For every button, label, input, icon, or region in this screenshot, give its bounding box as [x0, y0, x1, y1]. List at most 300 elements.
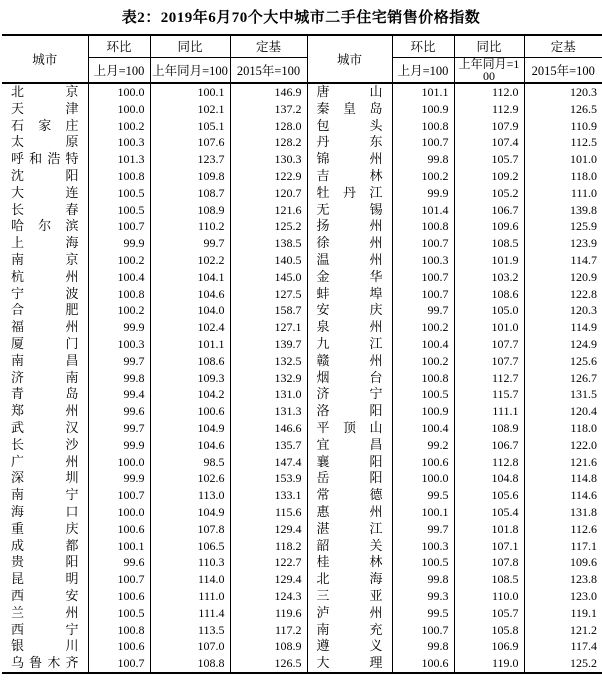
yoy-value-cell: 102.1	[150, 101, 230, 118]
fixed-value-cell: 131.3	[230, 403, 307, 420]
yoy-value-cell: 101.8	[454, 521, 524, 538]
mom-value-cell: 99.8	[392, 571, 454, 588]
yoy-value-cell: 99.7	[150, 235, 230, 252]
fixed-value-cell: 127.1	[230, 319, 307, 336]
yoy-value-cell: 119.0	[454, 655, 524, 673]
mom-value-cell: 99.8	[392, 638, 454, 655]
fixed-value-cell: 124.3	[230, 588, 307, 605]
mom-value-cell: 100.1	[88, 538, 150, 555]
yoy-value-cell: 107.6	[150, 134, 230, 151]
header-fixed-right: 定基	[524, 35, 602, 57]
yoy-value-cell: 105.8	[454, 622, 524, 639]
city-cell: 南京	[2, 252, 88, 269]
fixed-value-cell: 114.6	[570, 488, 597, 503]
city-cell: 蚌埠	[307, 286, 392, 303]
mom-value-cell: 100.7	[88, 487, 150, 504]
fixed-value-cell: 118.0	[570, 420, 597, 435]
table-row	[2, 83, 602, 101]
fixed-value-cell: 138.5	[230, 235, 307, 252]
price-index-table	[2, 34, 602, 674]
yoy-value-cell: 114.0	[150, 571, 230, 588]
fixed-value-cell: 120.3	[570, 303, 597, 318]
city-cell: 兰州	[2, 605, 88, 622]
yoy-value-cell: 108.6	[150, 353, 230, 370]
yoy-value-cell: 108.5	[454, 235, 524, 252]
mom-value-cell: 100.3	[392, 538, 454, 555]
fixed-value-cell: 117.2	[230, 622, 307, 639]
city-cell: 上海	[2, 235, 88, 252]
mom-value-cell: 101.4	[392, 202, 454, 219]
city-cell: 秦皇岛	[307, 101, 392, 118]
mom-value-cell: 100.6	[392, 454, 454, 471]
yoy-value-cell: 106.7	[454, 202, 524, 219]
mom-value-cell: 99.5	[392, 605, 454, 622]
city-cell: 北京	[2, 83, 88, 101]
mom-value-cell: 99.6	[88, 403, 150, 420]
fixed-value-cell: 117.4	[570, 639, 597, 654]
city-cell: 安庆	[307, 302, 392, 319]
table-row	[2, 185, 602, 202]
table-row	[2, 622, 602, 639]
mom-value-cell: 99.7	[88, 420, 150, 437]
fixed-value-cell: 120.9	[570, 269, 597, 284]
header-fixed-left: 定基	[230, 35, 307, 57]
yoy-value-cell: 107.4	[454, 134, 524, 151]
table-row	[2, 470, 602, 487]
fixed-value-cell: 125.2	[570, 656, 597, 671]
fixed-value-cell: 121.6	[570, 454, 597, 469]
city-cell: 厦门	[2, 336, 88, 353]
city-cell: 福州	[2, 319, 88, 336]
mom-value-cell: 100.8	[392, 118, 454, 135]
fixed-value-cell: 132.5	[230, 353, 307, 370]
yoy-value-cell: 105.6	[454, 487, 524, 504]
table-row	[2, 319, 602, 336]
yoy-value-cell: 102.2	[150, 252, 230, 269]
city-cell: 天津	[2, 101, 88, 118]
table-header	[2, 35, 602, 83]
header-yoy-base-right: 上年同月=100	[454, 57, 524, 83]
city-cell: 武汉	[2, 420, 88, 437]
table-row	[2, 302, 602, 319]
yoy-value-cell: 108.7	[150, 185, 230, 202]
city-cell: 深圳	[2, 470, 88, 487]
mom-value-cell: 100.4	[392, 336, 454, 353]
table-row	[2, 118, 602, 135]
fixed-value-cell: 131.8	[570, 504, 597, 519]
fixed-value-cell: 108.9	[230, 638, 307, 655]
yoy-value-cell: 107.9	[454, 118, 524, 135]
fixed-value-cell: 153.9	[230, 470, 307, 487]
table-row	[2, 403, 602, 420]
fixed-value-cell: 122.9	[230, 168, 307, 185]
table-row	[2, 420, 602, 437]
mom-value-cell: 100.8	[392, 370, 454, 387]
yoy-value-cell: 110.3	[150, 554, 230, 571]
fixed-value-cell: 129.4	[230, 521, 307, 538]
city-cell: 宜昌	[307, 437, 392, 454]
yoy-value-cell: 113.0	[150, 487, 230, 504]
yoy-value-cell: 104.9	[150, 504, 230, 521]
page-title: 表2：2019年6月70个大中城市二手住宅销售价格指数	[121, 10, 481, 26]
fixed-value-cell: 129.4	[230, 571, 307, 588]
city-cell: 南充	[307, 622, 392, 639]
fixed-value-cell: 120.7	[230, 185, 307, 202]
yoy-value-cell: 111.1	[454, 403, 524, 420]
mom-value-cell: 100.5	[88, 202, 150, 219]
mom-value-cell: 100.3	[88, 134, 150, 151]
fixed-value-cell: 120.3	[570, 85, 597, 99]
mom-value-cell: 100.9	[392, 101, 454, 118]
header-fixed-base-right: 2015年=100	[531, 63, 595, 78]
city-cell: 烟台	[307, 370, 392, 387]
mom-value-cell: 99.7	[392, 521, 454, 538]
table-row	[2, 353, 602, 370]
yoy-value-cell: 104.1	[150, 269, 230, 286]
table-row	[2, 252, 602, 269]
header-city-right: 城市	[307, 35, 392, 83]
table-row	[2, 638, 602, 655]
table-row	[2, 521, 602, 538]
city-cell: 北海	[307, 571, 392, 588]
mom-value-cell: 100.6	[88, 521, 150, 538]
mom-value-cell: 100.8	[88, 168, 150, 185]
header-mom-right: 环比	[392, 35, 454, 57]
table-body	[2, 83, 602, 673]
fixed-value-cell: 114.9	[570, 320, 597, 335]
yoy-value-cell: 105.1	[150, 118, 230, 135]
city-cell: 南宁	[2, 487, 88, 504]
yoy-value-cell: 103.2	[454, 269, 524, 286]
city-cell: 西安	[2, 588, 88, 605]
mom-value-cell: 100.0	[392, 470, 454, 487]
fixed-value-cell: 131.5	[570, 387, 597, 402]
city-cell: 长沙	[2, 437, 88, 454]
fixed-value-cell: 119.6	[230, 605, 307, 622]
mom-value-cell: 100.7	[392, 134, 454, 151]
fixed-value-cell: 127.5	[230, 286, 307, 303]
yoy-value-cell: 106.9	[454, 638, 524, 655]
table-row	[2, 269, 602, 286]
fixed-value-cell: 112.6	[570, 521, 597, 536]
fixed-value-cell: 126.5	[230, 655, 307, 673]
yoy-value-cell: 110.2	[150, 218, 230, 235]
yoy-value-cell: 107.8	[454, 554, 524, 571]
mom-value-cell: 99.8	[88, 370, 150, 387]
city-cell: 湛江	[307, 521, 392, 538]
mom-value-cell: 99.9	[88, 235, 150, 252]
yoy-value-cell: 108.6	[454, 286, 524, 303]
city-cell: 唐山	[307, 83, 392, 101]
mom-value-cell: 100.2	[88, 118, 150, 135]
yoy-value-cell: 110.0	[454, 588, 524, 605]
mom-value-cell: 100.0	[88, 101, 150, 118]
mom-value-cell: 100.5	[392, 386, 454, 403]
city-cell: 洛阳	[307, 403, 392, 420]
fixed-value-cell: 114.7	[570, 252, 597, 267]
city-cell: 泸州	[307, 605, 392, 622]
mom-value-cell: 100.6	[88, 638, 150, 655]
fixed-value-cell: 122.8	[570, 286, 597, 301]
city-cell: 银川	[2, 638, 88, 655]
header-fixed-base-left: 2015年=100	[230, 57, 307, 83]
city-cell: 杭州	[2, 269, 88, 286]
fixed-value-cell: 122.0	[570, 437, 597, 452]
city-cell: 海口	[2, 504, 88, 521]
fixed-value-cell: 110.9	[570, 118, 597, 133]
city-cell: 郑州	[2, 403, 88, 420]
fixed-value-cell: 123.8	[570, 572, 597, 587]
yoy-value-cell: 101.1	[150, 336, 230, 353]
header-mom-base-left: 上月=100	[88, 57, 150, 83]
yoy-value-cell: 107.0	[150, 638, 230, 655]
table-row	[2, 655, 602, 673]
yoy-value-cell: 108.8	[150, 655, 230, 673]
fixed-value-cell: 139.8	[570, 202, 597, 217]
mom-value-cell: 101.1	[392, 83, 454, 101]
city-cell: 济南	[2, 370, 88, 387]
mom-value-cell: 100.2	[392, 168, 454, 185]
mom-value-cell: 100.0	[88, 504, 150, 521]
yoy-value-cell: 109.2	[454, 168, 524, 185]
yoy-value-cell: 108.9	[454, 420, 524, 437]
city-cell: 九江	[307, 336, 392, 353]
yoy-value-cell: 104.0	[150, 302, 230, 319]
mom-value-cell: 99.9	[88, 437, 150, 454]
mom-value-cell: 100.2	[392, 353, 454, 370]
mom-value-cell: 99.2	[392, 437, 454, 454]
mom-value-cell: 100.9	[392, 403, 454, 420]
city-cell: 韶关	[307, 538, 392, 555]
mom-value-cell: 100.6	[392, 655, 454, 673]
city-cell: 三亚	[307, 588, 392, 605]
table-row	[2, 386, 602, 403]
mom-value-cell: 99.5	[392, 487, 454, 504]
city-cell: 桂林	[307, 554, 392, 571]
yoy-value-cell: 105.7	[454, 151, 524, 168]
city-cell: 大理	[307, 655, 392, 673]
yoy-value-cell: 106.5	[150, 538, 230, 555]
mom-value-cell: 99.3	[392, 588, 454, 605]
fixed-value-cell: 131.0	[230, 386, 307, 403]
mom-value-cell: 100.7	[88, 655, 150, 673]
city-cell: 西宁	[2, 622, 88, 639]
yoy-value-cell: 112.7	[454, 370, 524, 387]
city-cell: 温州	[307, 252, 392, 269]
fixed-value-cell: 126.7	[570, 370, 597, 385]
table-row	[2, 504, 602, 521]
header-mom-base-right: 上月=100	[392, 57, 454, 83]
table-row	[2, 487, 602, 504]
yoy-value-cell: 107.1	[454, 538, 524, 555]
yoy-value-cell: 108.9	[150, 202, 230, 219]
yoy-value-cell: 98.5	[150, 454, 230, 471]
fixed-value-cell: 120.4	[570, 404, 597, 419]
fixed-value-cell: 118.2	[230, 538, 307, 555]
city-cell: 贵阳	[2, 554, 88, 571]
fixed-value-cell: 109.6	[570, 555, 597, 570]
header-row-1	[2, 35, 602, 57]
table-row	[2, 571, 602, 588]
table-row	[2, 168, 602, 185]
yoy-value-cell: 109.3	[150, 370, 230, 387]
table-row	[2, 437, 602, 454]
header-city-left: 城市	[2, 35, 88, 83]
fixed-value-cell: 137.2	[230, 101, 307, 118]
yoy-value-cell: 112.0	[454, 83, 524, 101]
fixed-value-cell: 121.2	[570, 622, 597, 637]
yoy-value-cell: 112.8	[454, 454, 524, 471]
mom-value-cell: 100.7	[392, 622, 454, 639]
city-cell: 岳阳	[307, 470, 392, 487]
fixed-value-cell: 140.5	[230, 252, 307, 269]
city-cell: 锦州	[307, 151, 392, 168]
city-cell: 沈阳	[2, 168, 88, 185]
mom-value-cell: 100.7	[88, 218, 150, 235]
table-row	[2, 336, 602, 353]
table-row	[2, 538, 602, 555]
fixed-value-cell: 125.6	[570, 353, 597, 368]
mom-value-cell: 99.4	[88, 386, 150, 403]
yoy-value-cell: 101.0	[454, 319, 524, 336]
city-cell: 青岛	[2, 386, 88, 403]
fixed-value-cell: 146.6	[230, 420, 307, 437]
table-row	[2, 218, 602, 235]
mom-value-cell: 100.7	[392, 235, 454, 252]
city-cell: 哈尔滨	[2, 218, 88, 235]
table-row	[2, 554, 602, 571]
yoy-value-cell: 104.8	[454, 470, 524, 487]
city-cell: 宁波	[2, 286, 88, 303]
yoy-value-cell: 104.2	[150, 386, 230, 403]
header-yoy-right: 同比	[454, 35, 524, 57]
fixed-value-cell: 133.1	[230, 487, 307, 504]
mom-value-cell: 100.2	[392, 319, 454, 336]
mom-value-cell: 101.3	[88, 151, 150, 168]
yoy-value-cell: 105.0	[454, 302, 524, 319]
table-row	[2, 605, 602, 622]
table-row	[2, 286, 602, 303]
fixed-value-cell: 132.9	[230, 370, 307, 387]
yoy-value-cell: 108.5	[454, 571, 524, 588]
fixed-value-cell: 117.1	[570, 538, 597, 553]
header-row-2	[2, 57, 602, 83]
city-cell: 长春	[2, 202, 88, 219]
table-row	[2, 101, 602, 118]
table-row	[2, 454, 602, 471]
fixed-value-cell: 114.8	[570, 471, 597, 486]
mom-value-cell: 100.5	[392, 554, 454, 571]
city-cell: 无锡	[307, 202, 392, 219]
fixed-value-cell: 125.2	[230, 218, 307, 235]
yoy-value-cell: 112.9	[454, 101, 524, 118]
fixed-value-cell: 119.1	[570, 605, 597, 620]
city-cell: 泉州	[307, 319, 392, 336]
mom-value-cell: 100.0	[88, 454, 150, 471]
mom-value-cell: 99.7	[88, 353, 150, 370]
fixed-value-cell: 115.6	[230, 504, 307, 521]
city-cell: 南昌	[2, 353, 88, 370]
mom-value-cell: 100.3	[88, 336, 150, 353]
mom-value-cell: 100.4	[392, 420, 454, 437]
yoy-value-cell: 107.7	[454, 336, 524, 353]
yoy-value-cell: 101.9	[454, 252, 524, 269]
city-cell: 丹东	[307, 134, 392, 151]
mom-value-cell: 99.9	[88, 319, 150, 336]
city-cell: 石家庄	[2, 118, 88, 135]
yoy-value-cell: 111.0	[150, 588, 230, 605]
city-cell: 包头	[307, 118, 392, 135]
fixed-value-cell: 126.5	[570, 101, 597, 116]
fixed-value-cell: 118.0	[570, 168, 597, 183]
city-cell: 遵义	[307, 638, 392, 655]
header-mom-left: 环比	[88, 35, 150, 57]
fixed-value-cell: 128.0	[230, 118, 307, 135]
yoy-value-cell: 123.7	[150, 151, 230, 168]
mom-value-cell: 100.7	[392, 269, 454, 286]
yoy-value-cell: 102.6	[150, 470, 230, 487]
mom-value-cell: 99.6	[88, 554, 150, 571]
yoy-value-cell: 100.1	[150, 83, 230, 101]
yoy-value-cell: 104.6	[150, 437, 230, 454]
city-cell: 济宁	[307, 386, 392, 403]
mom-value-cell: 100.5	[88, 185, 150, 202]
table-row	[2, 588, 602, 605]
yoy-value-cell: 115.7	[454, 386, 524, 403]
mom-value-cell: 100.8	[88, 622, 150, 639]
yoy-value-cell: 105.2	[454, 185, 524, 202]
fixed-value-cell: 123.0	[570, 588, 597, 603]
yoy-value-cell: 109.6	[454, 218, 524, 235]
fixed-value-cell: 139.7	[230, 336, 307, 353]
city-cell: 大连	[2, 185, 88, 202]
mom-value-cell: 99.8	[392, 151, 454, 168]
fixed-value-cell: 122.7	[230, 554, 307, 571]
fixed-value-cell: 130.3	[230, 151, 307, 168]
yoy-value-cell: 105.7	[454, 605, 524, 622]
city-cell: 昆明	[2, 571, 88, 588]
mom-value-cell: 100.5	[88, 605, 150, 622]
city-cell: 乌鲁木齐	[2, 655, 88, 673]
fixed-value-cell: 112.5	[570, 135, 597, 150]
fixed-value-cell: 124.9	[570, 336, 597, 351]
mom-value-cell: 100.8	[392, 218, 454, 235]
fixed-value-cell: 121.6	[230, 202, 307, 219]
fixed-value-cell: 135.7	[230, 437, 307, 454]
fixed-value-cell: 123.9	[570, 236, 597, 251]
table-row	[2, 235, 602, 252]
city-cell: 太原	[2, 134, 88, 151]
yoy-value-cell: 107.7	[454, 353, 524, 370]
yoy-value-cell: 113.5	[150, 622, 230, 639]
table-row	[2, 151, 602, 168]
mom-value-cell: 100.7	[88, 571, 150, 588]
city-cell: 吉林	[307, 168, 392, 185]
mom-value-cell: 100.8	[88, 286, 150, 303]
mom-value-cell: 99.9	[88, 470, 150, 487]
mom-value-cell: 100.3	[392, 252, 454, 269]
yoy-value-cell: 109.8	[150, 168, 230, 185]
mom-value-cell: 100.2	[88, 252, 150, 269]
table-row	[2, 370, 602, 387]
city-cell: 广州	[2, 454, 88, 471]
header-yoy-base-left: 上年同月=100	[150, 57, 230, 83]
header-yoy-left: 同比	[150, 35, 230, 57]
city-cell: 重庆	[2, 521, 88, 538]
fixed-value-cell: 125.9	[570, 219, 597, 234]
fixed-value-cell: 147.4	[230, 454, 307, 471]
mom-value-cell: 99.7	[392, 302, 454, 319]
